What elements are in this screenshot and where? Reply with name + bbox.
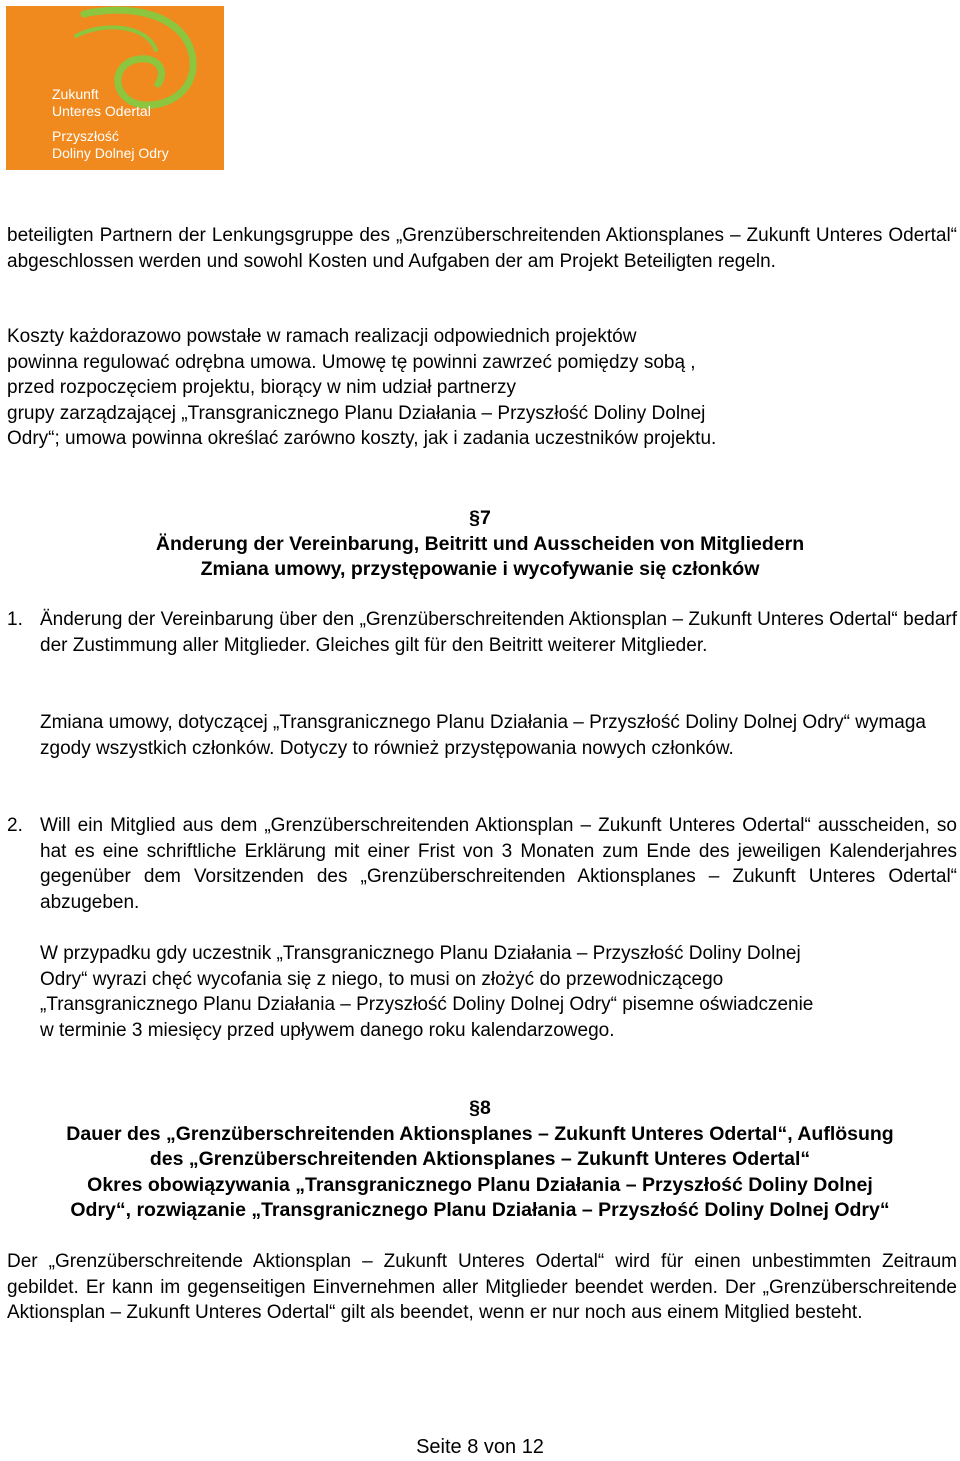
item-number: 1. (7, 609, 23, 630)
paragraph-pl-costs (7, 324, 957, 452)
section-title-de: Dauer des „Grenzüberschreitenden Aktionsplanes – Zukunft Unteres Odertal“, Auflösung (66, 1122, 894, 1145)
text-line: W przypadku gdy uczestnik „Transgranicznego Planu Działania – Przyszłość Doliny Dolnej (40, 943, 801, 964)
logo-line: Przyszłość (52, 128, 119, 144)
text-line: powinna regulować odrębna umowa. Umowę tę powinni zawrzeć pomiędzy sobą , (7, 351, 696, 373)
section-7-heading (0, 506, 960, 583)
item-1-pl: Zmiana umowy, dotyczącej „Transgranicznego Planu Działania – Przyszłość Doliny Dolnej Odry“ wymaga zgody wszystkich członków. Dotyczy to również przystępowania nowych członków. (40, 712, 926, 759)
section-title-pl: Zmiana umowy, przystępowanie i wycofywanie się członków (200, 558, 760, 580)
paragraph-de-continuation: beteiligten Partnern der Lenkungsgruppe des „Grenzüberschreitenden Aktionsplanes – Zukunft Unteres Odertal“ abgeschlossen werden und sowohl Kosten und Aufgaben der am Projekt Beteiligten regeln. (7, 225, 957, 272)
item-number: 2. (7, 815, 23, 836)
item-1-de: Änderung der Vereinbarung über den „Grenzüberschreitenden Aktionsplan – Zukunft Unteres Odertal“ bedarf der Zustimmung aller Mitglieder. Gleiches gilt für den Beitritt weiterer Mitglieder. (40, 609, 957, 656)
section-number: §7 (469, 507, 491, 529)
text-line: „Transgranicznego Planu Działania – Przyszłość Doliny Dolnej Odry“ pisemne oświadczenie (40, 994, 814, 1015)
logo-text-pl (52, 128, 169, 162)
logo-line: Doliny Dolnej Odry (52, 145, 169, 161)
logo-line: Zukunft (52, 86, 99, 102)
section-title-de: des „Grenzüberschreitenden Aktionsplanes – Zukunft Unteres Odertal“ (149, 1148, 811, 1170)
logo (6, 6, 224, 170)
logo-text-de (52, 86, 151, 120)
logo-line: Unteres Odertal (52, 103, 151, 119)
text-line: Odry“; umowa powinna określać zarówno koszty, jak i zadania uczestników projektu. (7, 428, 717, 449)
text-line: w terminie 3 miesięcy przed upływem danego roku kalendarzowego. (40, 1019, 615, 1041)
text-line: Odry“ wyrazi chęć wycofania się z niego, to musi on złożyć do przewodniczącego (40, 968, 724, 990)
page-number: Seite 8 von 12 (416, 1436, 544, 1458)
section-title-pl: Odry“, rozwiązanie „Transgranicznego Planu Działania – Przyszłość Doliny Dolnej Odry“ (70, 1199, 890, 1221)
section-number: §8 (469, 1097, 491, 1119)
text-line: grupy zarządzającej „Transgranicznego Planu Działania – Przyszłość Doliny Dolnej (7, 402, 706, 424)
section-title-de: Änderung der Vereinbarung, Beitritt und Ausscheiden von Mitgliedern (155, 532, 805, 555)
section-title-pl: Okres obowiązywania „Transgranicznego Planu Działania – Przyszłość Doliny Dolnej (87, 1173, 873, 1196)
paragraph-duration: Der „Grenzüberschreitende Aktionsplan – Zukunft Unteres Odertal“ wird für einen unbestimmten Zeitraum gebildet. Er kann im gegenseitigen Einvernehmen aller Mitglieder beendet werden. Der „Grenzüberschreitende Aktionsplan – Zukunft Unteres Odertal“ gilt als beendet, wenn er nur noch aus einem Mitglied besteht. (7, 1251, 957, 1323)
section-8-heading (0, 1096, 960, 1224)
item-2-pl (40, 941, 957, 1043)
text-line: przed rozpoczęciem projektu, biorący w nim udział partnerzy (7, 377, 516, 398)
text-line: Koszty każdorazowo powstałe w ramach realizacji odpowiednich projektów (7, 326, 637, 347)
item-2-de: Will ein Mitglied aus dem „Grenzüberschreitenden Aktionsplan – Zukunft Unteres Odertal“ ausscheiden, so hat es eine schriftliche Erklärung mit einer Frist von 3 Monaten zum Ende des jeweiligen Kalenderjahres gegenüber dem Vorsitzenden des „Grenzüberschreitenden Aktionsplanes – Zukunft Unteres Odertal“ abzugeben. (40, 815, 957, 913)
